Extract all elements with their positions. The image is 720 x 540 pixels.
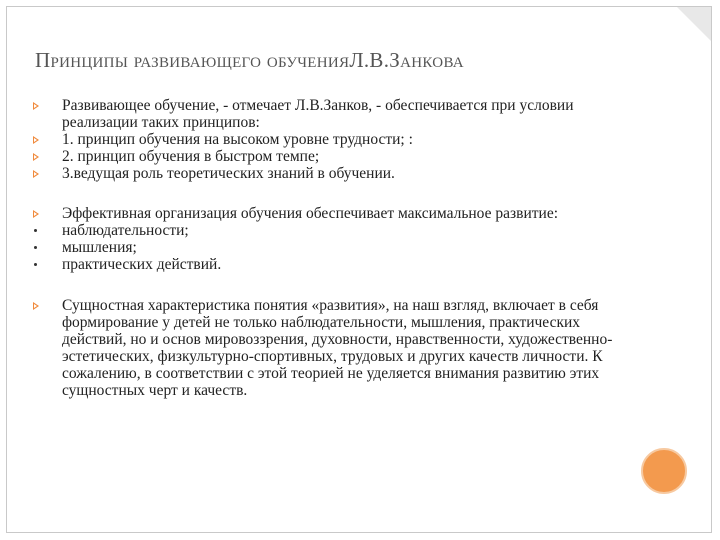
slide-title: Принципы развивающего обученияЛ.В.Занкова: [35, 48, 464, 72]
slide-content: [33, 97, 633, 399]
sub-list-item-text: мышления;: [62, 239, 137, 256]
sub-list-item: [33, 239, 633, 256]
sub-list-item: [33, 256, 633, 273]
list-item: [33, 205, 633, 222]
essence-paragraph: [33, 297, 633, 399]
list-item-text: 3.ведущая роль теоретических знаний в обучении.: [62, 165, 395, 182]
arrow-bullet-icon: [33, 131, 62, 148]
dot-bullet-icon: [33, 239, 62, 256]
arrow-bullet-icon: [33, 148, 62, 165]
list-item-text: 2. принцип обучения в быстром темпе;: [62, 148, 320, 165]
list-item: [33, 297, 633, 399]
list-item: [33, 148, 633, 165]
list-item: [33, 165, 633, 182]
sub-list-item-text: наблюдательности;: [62, 222, 189, 239]
decorative-circle: [641, 448, 687, 494]
arrow-bullet-icon: [33, 297, 62, 314]
list-item-text: Сущностная характеристика понятия «развития», на наш взгляд, включает в себя формирование у детей не только наблюдательности, мышления, практических действий, но и основ мировоззрения, духовности, нравственности, художественно-эстетических, физкультурно-спортивных, трудовых и других качеств личности. К сожалению, в соответствии с этой теорией не уделяется внимания развитию этих сущностных черт и качеств.: [62, 297, 613, 399]
principles-list: [33, 97, 633, 182]
list-item: [33, 97, 633, 131]
list-item-text: Эффективная организация обучения обеспечивает максимальное развитие:: [62, 205, 558, 222]
sub-list-item: [33, 222, 633, 239]
development-list: [33, 205, 633, 273]
list-item: [33, 131, 633, 148]
arrow-bullet-icon: [33, 165, 62, 182]
arrow-bullet-icon: [33, 205, 62, 222]
list-item-text: Развивающее обучение, - отмечает Л.В.Занков, - обеспечивается при условии реализации таких принципов:: [62, 97, 574, 131]
sub-list-item-text: практических действий.: [62, 256, 222, 273]
arrow-bullet-icon: [33, 97, 62, 114]
dot-bullet-icon: [33, 256, 62, 273]
page-corner-decoration: [677, 7, 711, 41]
list-item-text: 1. принцип обучения на высоком уровне трудности; :: [62, 131, 413, 148]
dot-bullet-icon: [33, 222, 62, 239]
